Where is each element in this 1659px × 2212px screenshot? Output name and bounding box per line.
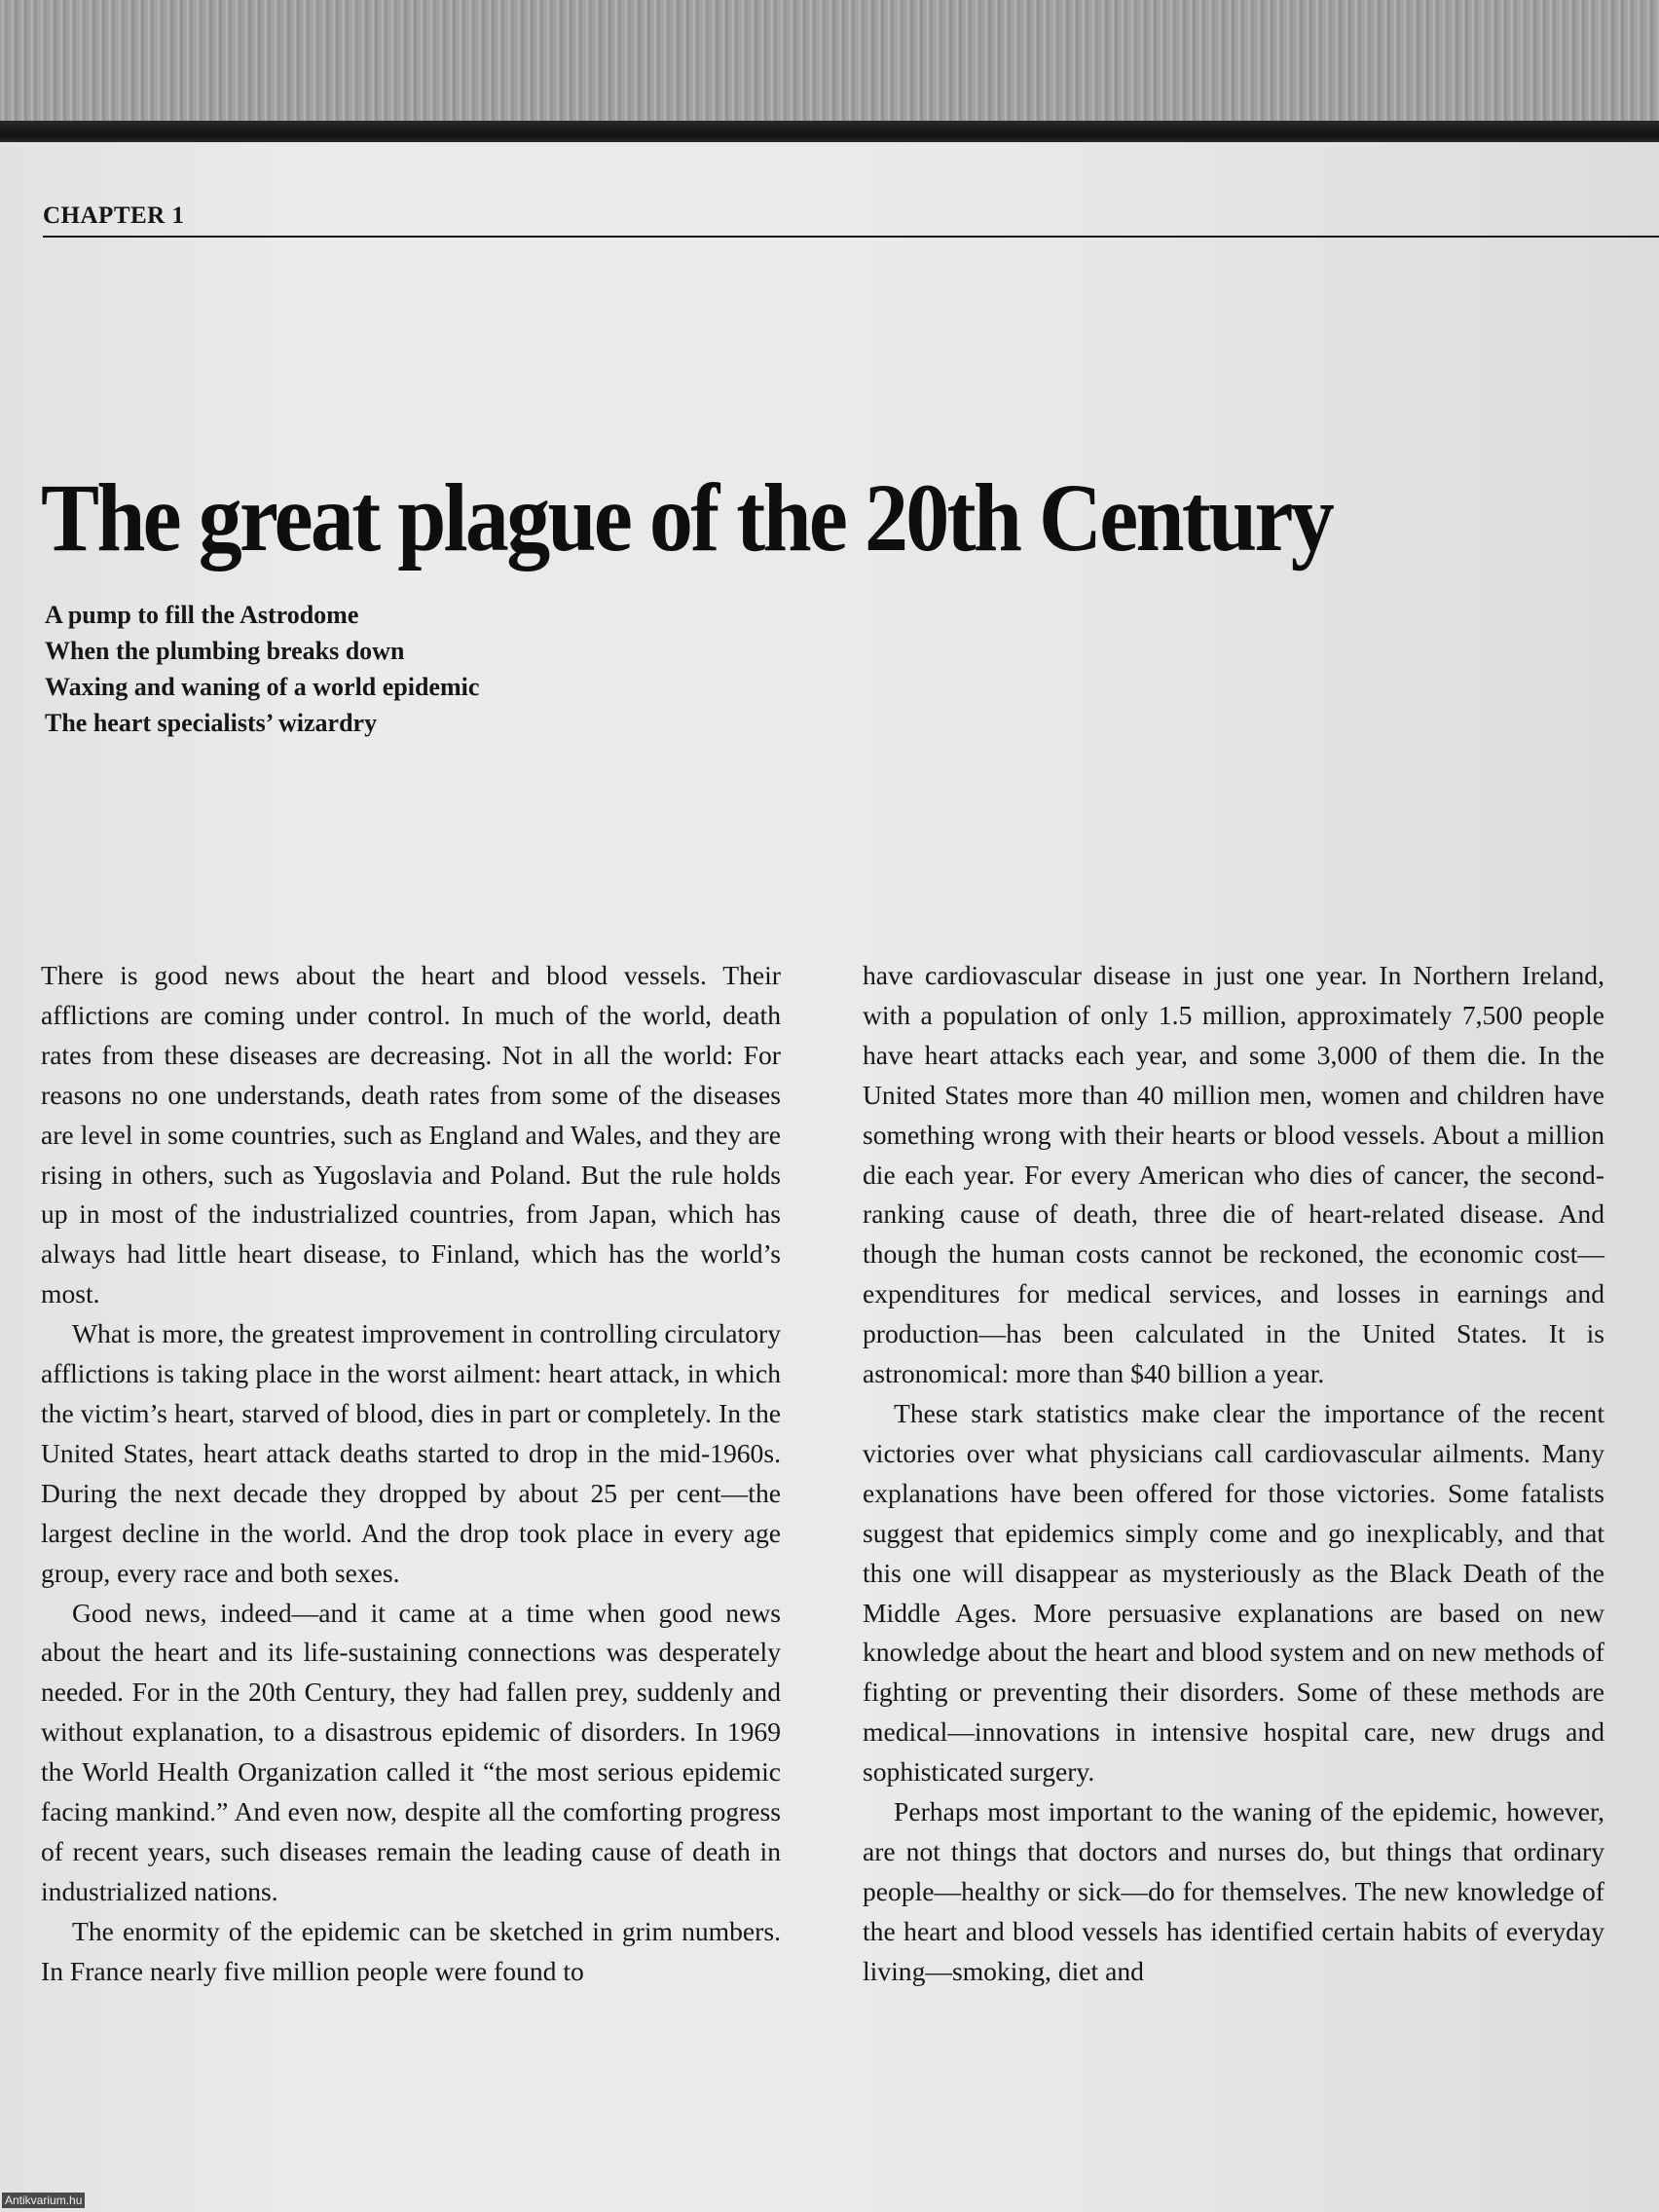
body-column-right xyxy=(863,956,1604,1992)
contents-item: A pump to fill the Astrodome xyxy=(45,601,359,629)
contents-item: When the plumbing breaks down xyxy=(45,637,405,665)
body-column-left xyxy=(41,956,781,1992)
book-page xyxy=(0,142,1659,2212)
body-paragraph: Perhaps most important to the waning of the epidemic, however, are not things that doctors and nurses do, but things that ordinary people—healthy or sick—do for themselves. The new knowledge of the heart and blood vessels has identified certain habits of everyday living—smoking, diet and xyxy=(863,1796,1604,1986)
body-paragraph: The enormity of the epidemic can be sketched in grim numbers. In France nearly five million people were found to xyxy=(41,1915,781,1986)
body-paragraph: There is good news about the heart and blood vessels. Their afflictions are coming under control. In much of the world, death rates from these diseases are decreasing. Not in all the world: For reasons no one understands, death rates from some of the diseases are level in some countries, such as England and Wales, and they are rising in others, such as Yugoslavia and Poland. But the rule holds up in most of the industrialized countries, from Japan, which has always had little heart disease, to Finland, which has the world’s most. xyxy=(41,960,781,1309)
photo-background xyxy=(0,0,1659,131)
watermark: Antikvarium.hu xyxy=(2,2193,85,2208)
page-title: The great plague of the 20th Century xyxy=(41,463,1333,571)
chapter-rule xyxy=(43,236,1659,238)
body-paragraph: What is more, the greatest improvement in controlling circulatory afflictions is taking place in the worst ailment: heart attack, in which the victim’s heart, starved of blood, dies in part or completely. In the United States, heart attack deaths started to drop in the mid-1960s. During the next decade they dropped by about 25 per cent—the largest decline in the world. And the drop took place in every age group, every race and both sexes. xyxy=(41,1318,781,1588)
body-paragraph: These stark statistics make clear the importance of the recent victories over what physicians call cardiovascular ailments. Many explanations have been offered for those victories. Some fatalists suggest that epidemics simply come and go inexplicably, and that this one will disappear as mysteriously as the Black Death of the Middle Ages. More persuasive explanations are based on new knowledge about the heart and blood system and on new methods of fighting or preventing their disorders. Some of these methods are medical—innovations in intensive hospital care, new drugs and sophisticated surgery. xyxy=(863,1397,1604,1788)
body-paragraph: Good news, indeed—and it came at a time when good news about the heart and its life-sustaining connections was desperately needed. For in the 20th Century, they had fallen prey, suddenly and without explanation, to a disastrous epidemic of disorders. In 1969 the World Health Organization called it “the most serious epidemic facing mankind.” And even now, despite all the comforting progress of recent years, such diseases remain the leading cause of death in industrialized nations. xyxy=(41,1597,781,1906)
chapter-label: CHAPTER 1 xyxy=(43,203,185,229)
contents-item: The heart specialists’ wizardry xyxy=(45,709,378,737)
body-paragraph: have cardiovascular disease in just one year. In Northern Ireland, with a population of only 1.5 million, approximately 7,500 people have heart attacks each year, and some 3,000 of them die. In the United States more than 40 million men, women and children have something wrong with their hearts or blood vessels. About a million die each year. For every American who dies of cancer, the second-ranking cause of death, three die of heart-related disease. And though the human costs cannot be reckoned, the economic cost—expenditures for medical services, and losses in earnings and production—has been calculated in the United States. It is astronomical: more than $40 billion a year. xyxy=(863,960,1604,1389)
contents-item: Waxing and waning of a world epidemic xyxy=(45,673,480,701)
chapter-contents-list xyxy=(45,597,479,741)
